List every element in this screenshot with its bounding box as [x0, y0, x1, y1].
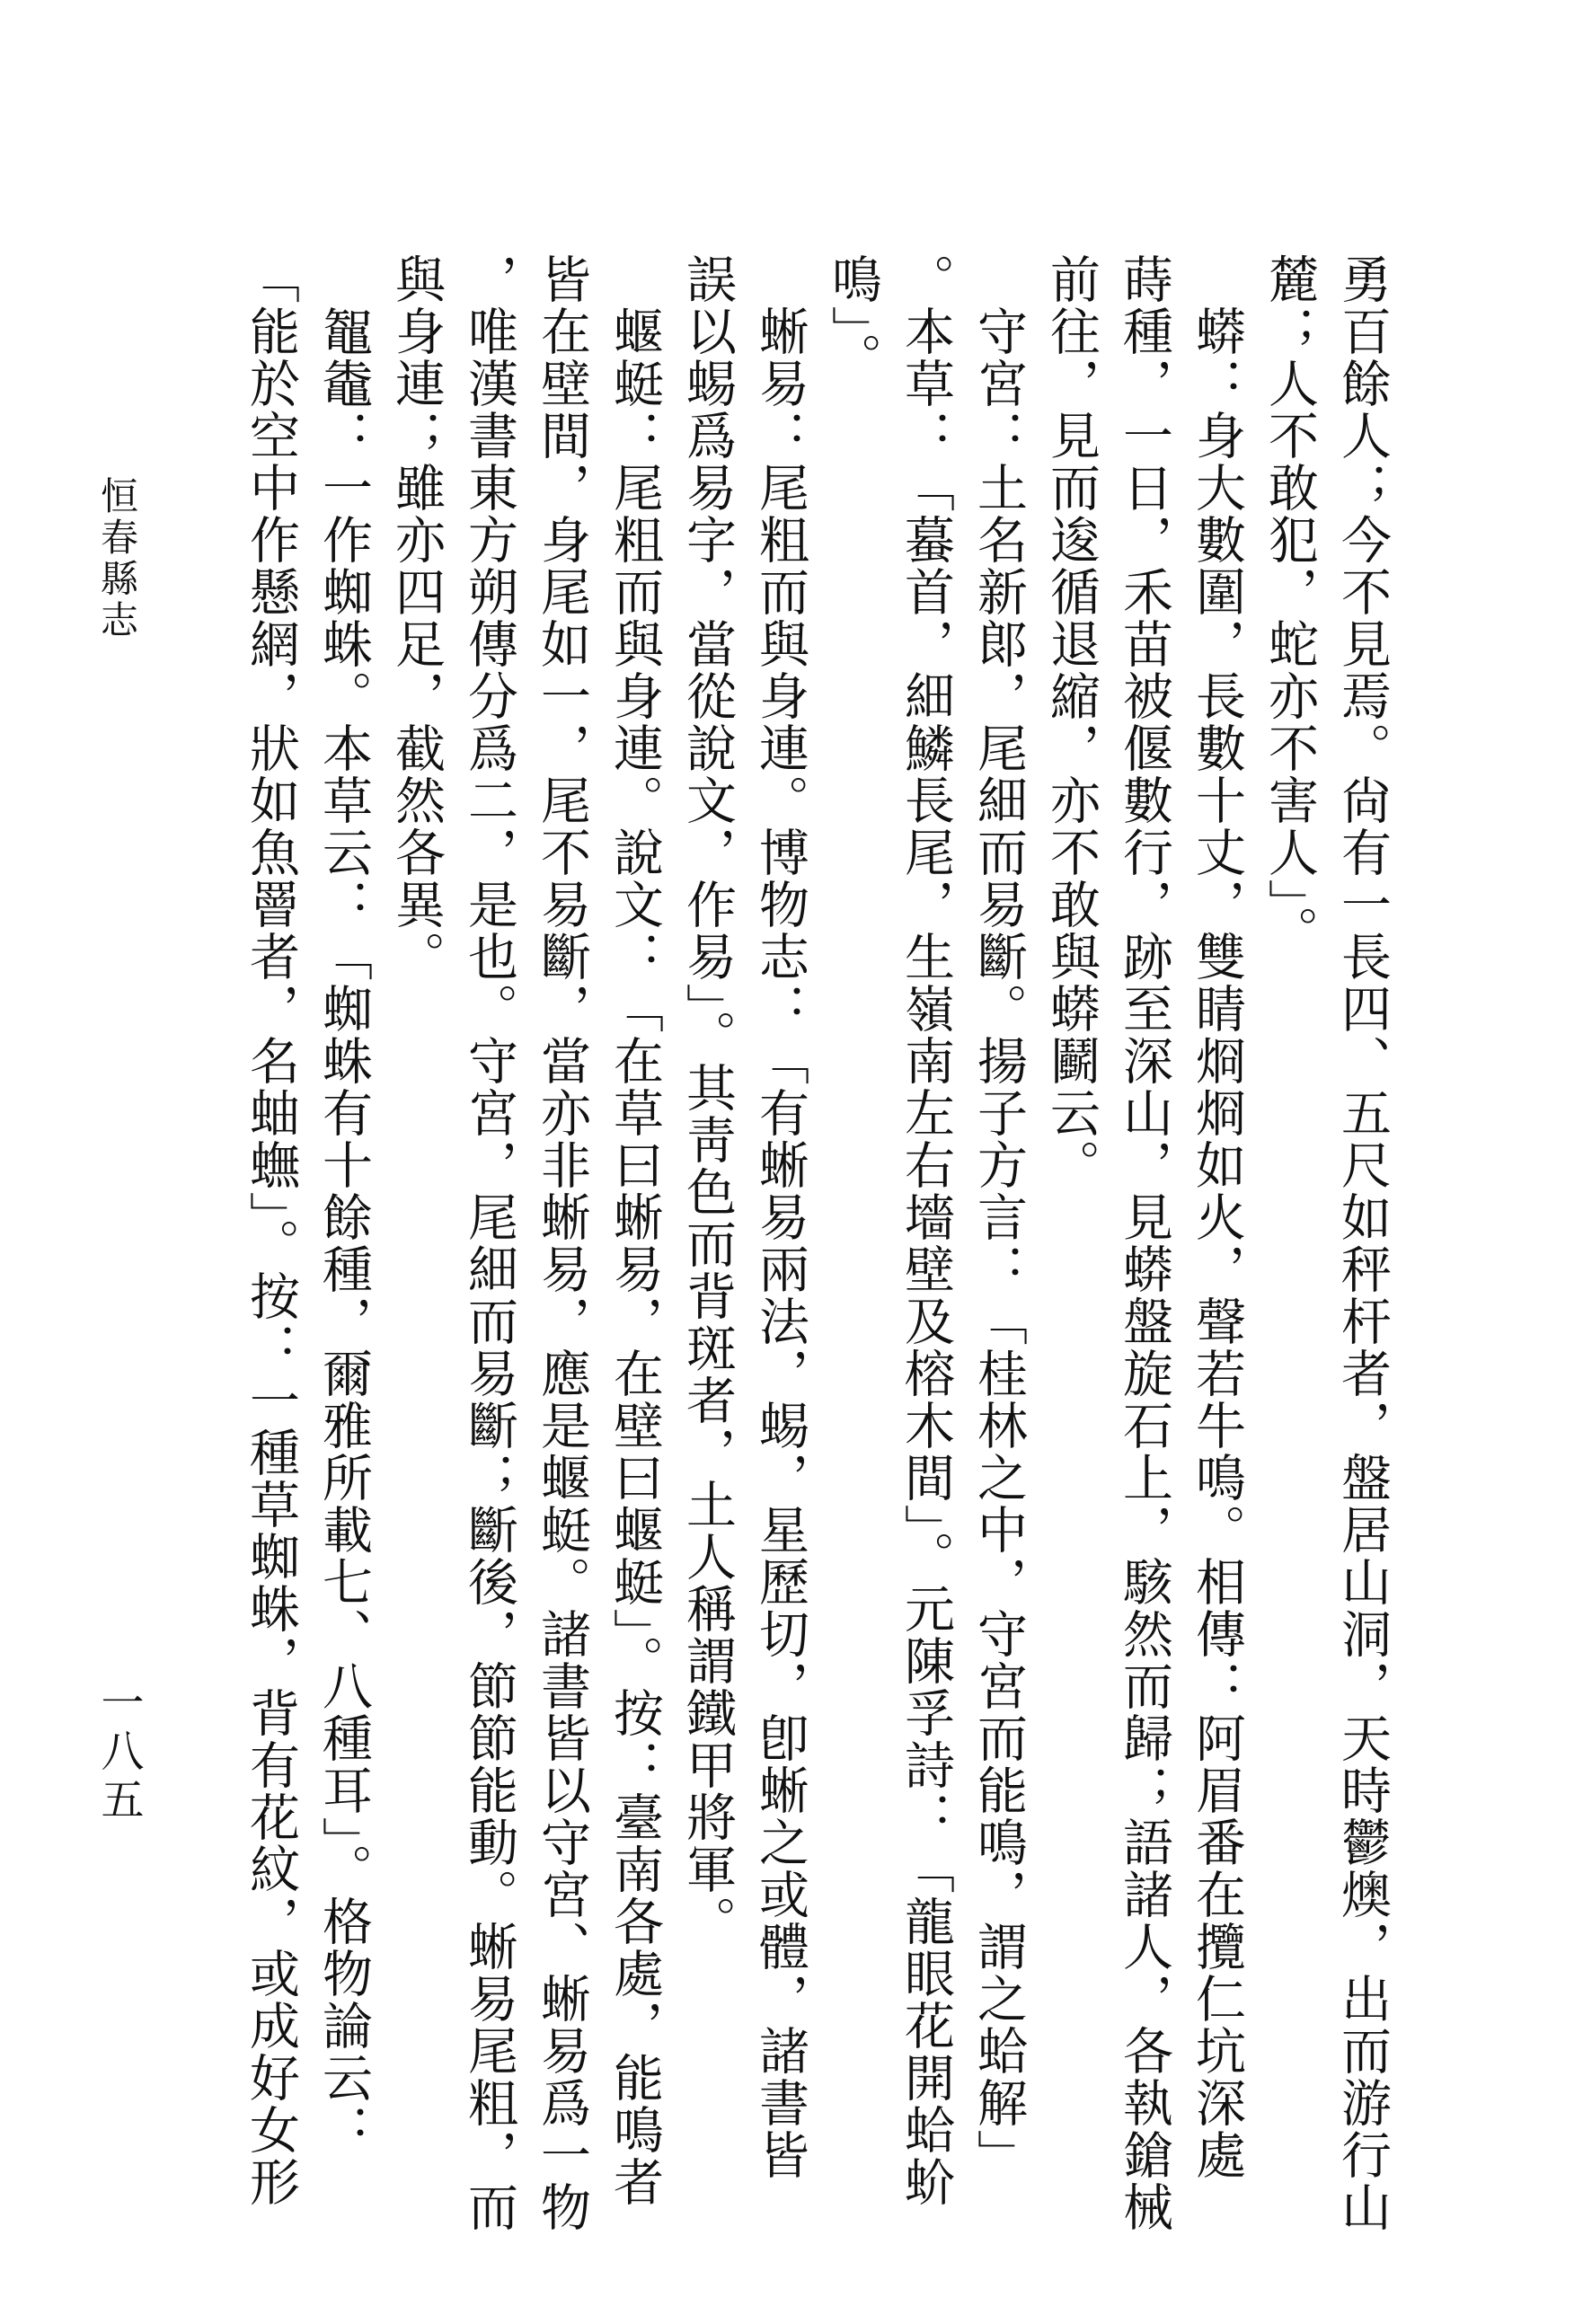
text-column-5: 前往，見而逡循退縮，亦不敢與蟒鬬云。 — [1042, 253, 1101, 1191]
text-column-13: ，唯漢書東方朔傳分爲二，是也。守宮，尾細而易斷；斷後，節節能動。蜥易尾粗，而 — [460, 253, 518, 2233]
page-number: 一八五 — [93, 1680, 144, 1825]
text-column-4: 蒔種，一日，禾苗被偃數行，跡至深山，見蟒盤旋石上，駭然而歸；語諸人，各執鎗械 — [1115, 253, 1173, 2233]
text-column-10: 誤以蜴爲易字，當從說文，作易」。其靑色而背斑者，土人稱謂鐵甲將軍。 — [678, 253, 737, 1948]
text-column-14: 與身連；雖亦四足，截然各異。 — [387, 253, 446, 983]
text-column-11: 蝘蜓：尾粗而與身連。說文：「在草曰蜥易，在壁曰蝘蜓」。按：臺南各處，能鳴者 — [606, 253, 664, 2208]
margin-title: 恒春縣志 — [95, 476, 139, 641]
text-column-12: 皆在壁間，身尾如一，尾不易斷，當亦非蜥易，應是蝘蜓。諸書皆以守宮、蜥易爲一物 — [533, 253, 591, 2233]
text-column-6: 守宮：土名新郞，尾細而易斷。揚子方言：「桂林之中，守宮而能鳴，謂之蛤解」 — [969, 253, 1028, 2181]
body-text — [234, 253, 1399, 2233]
text-column-15: 鼅鼄：一作蜘蛛。本草云：「蜘蛛有十餘種，爾雅所載七、八種耳」。格物論云： — [314, 253, 373, 2156]
text-column-8: 鳴」。 — [824, 253, 882, 384]
text-column-2: 麓；人不敢犯，蛇亦不害人」。 — [1260, 253, 1319, 958]
text-column-3: 蟒：身大數圍，長數十丈，雙睛烱烱如火，聲若牛鳴。相傳：阿眉番在攬仁坑深處 — [1188, 253, 1246, 2181]
text-column-9: 蜥易：尾粗而與身連。博物志：「有蜥易兩法，蜴，星歷切，卽蜥之或體，諸書皆 — [751, 253, 809, 2181]
text-column-16: 「能於空中作懸網，狀如魚罾者，名蚰蟱」。按：一種草蜘蛛，背有花紋，或成好女形 — [242, 253, 300, 2208]
text-column-7: 。本草：「蟇首，細鱗長尾，生嶺南左右墻壁及榕木間」。元陳孚詩：「龍眼花開蛤蚧 — [897, 253, 955, 2208]
text-column-1: 勇百餘人；今不見焉。尙有一長四、五尺如秤杆者，盤居山洞，天時鬱燠，出而游行山 — [1333, 253, 1392, 2233]
